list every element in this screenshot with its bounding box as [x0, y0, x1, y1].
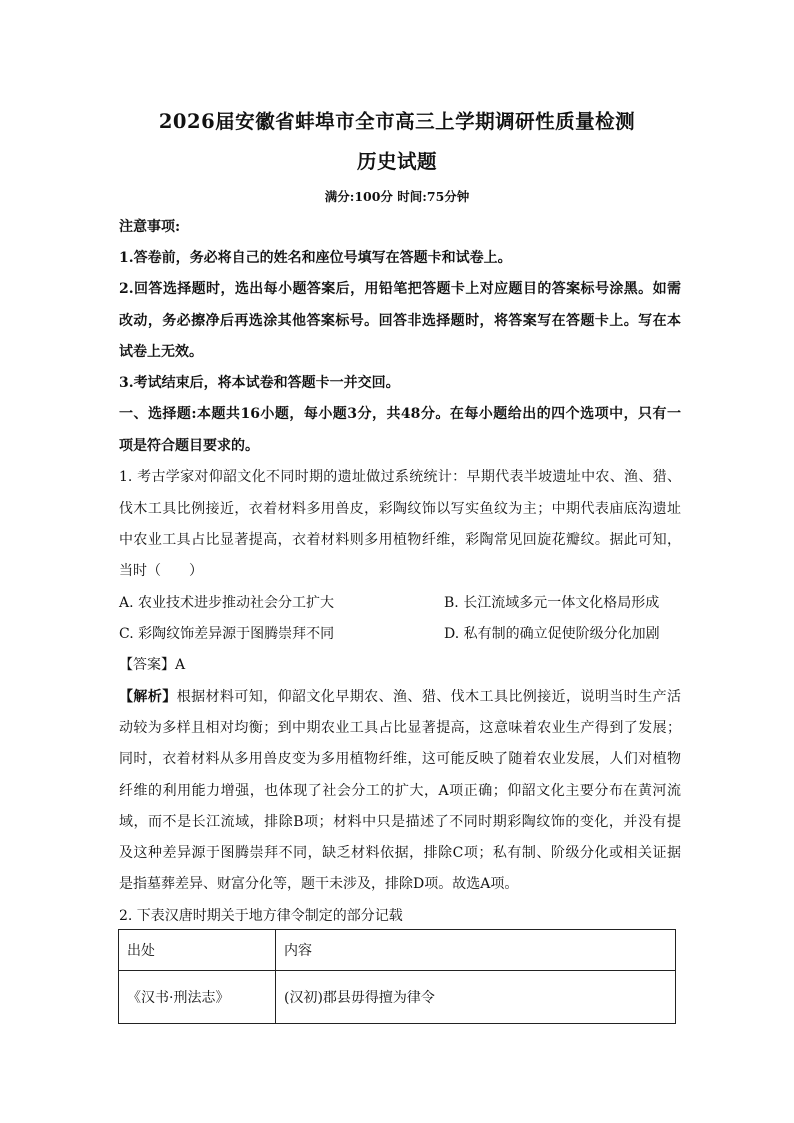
- notice-line: 试卷上无效。: [119, 344, 203, 360]
- section-heading: 项是符合题目要求的。: [119, 438, 259, 454]
- exam-title: 2026届安徽省蚌埠市全市高三上学期调研性质量检测: [158, 110, 636, 133]
- analysis-text: 根据材料可知，仰韶文化早期农、渔、猎、伐木工具比例接近，说明当时生产活: [176, 689, 682, 705]
- q1-analysis-line: 及这种差异源于图腾崇拜不同，缺乏材料依据，排除C项；私有制、阶级分化或相关证据: [119, 845, 681, 861]
- table-header-cell: 内容: [276, 930, 676, 971]
- q1-option-a: A. 农业技术进步推动社会分工扩大: [119, 595, 335, 611]
- q1-stem-line: 伐木工具比例接近，衣着材料多用兽皮，彩陶纹饰以写实鱼纹为主；中期代表庙底沟遗址: [119, 501, 681, 517]
- notice-heading: 注意事项:: [119, 219, 181, 235]
- q2-table: [118, 929, 676, 1024]
- q1-analysis-line: 动较为多样且相对均衡；到中期农业工具占比显著提高，这意味着农业生产得到了发展；: [119, 720, 681, 736]
- q1-stem-line: 1. 考古学家对仰韶文化不同时期的遗址做过系统统计：早期代表半坡遗址中农、渔、猎、: [119, 469, 681, 485]
- analysis-label: 【解析】: [119, 689, 177, 705]
- table-cell: (汉初)郡县毋得擅为律令: [276, 971, 676, 1024]
- q1-answer: 【答案】A: [119, 657, 186, 673]
- q2-stem: 2. 下表汉唐时期关于地方律令制定的部分记载: [119, 908, 403, 924]
- q1-analysis-line: 纤维的利用能力增强，也体现了社会分工的扩大，A项正确；仰韶文化主要分布在黄河流: [119, 783, 681, 799]
- exam-meta: 满分:100分 时间:75分钟: [324, 189, 470, 204]
- table-row: [119, 971, 676, 1024]
- q1-option-d: D. 私有制的确立促使阶级分化加剧: [444, 626, 660, 642]
- section-heading: 一、选择题:本题共16小题，每小题3分，共48分。在每小题给出的四个选项中，只有一: [119, 406, 681, 422]
- q1-analysis-line: [119, 687, 681, 707]
- notice-line: 改动，务必擦净后再选涂其他答案标号。回答非选择题时，将答案写在答题卡上。写在本: [119, 313, 681, 329]
- q1-analysis-line: 域，而不是长江流域，排除B项；材料中只是描述了不同时期彩陶纹饰的变化，并没有提: [119, 814, 681, 830]
- exam-subtitle: 历史试题: [356, 150, 437, 173]
- q1-option-b: B. 长江流域多元一体文化格局形成: [444, 595, 660, 611]
- q1-analysis-line: 是指墓葬差异、财富分化等，题干未涉及，排除D项。故选A项。: [119, 876, 519, 892]
- q1-stem-line: 中农业工具占比显著提高，衣着材料则多用植物纤维，彩陶常见回旋花瓣纹。据此可知，: [119, 532, 681, 548]
- q1-option-c: C. 彩陶纹饰差异源于图腾崇拜不同: [119, 626, 335, 642]
- q1-analysis-line: 同时，衣着材料从多用兽皮变为多用植物纤维，这可能反映了随着农业发展，人们对植物: [119, 751, 681, 767]
- notice-line: 3.考试结束后，将本试卷和答题卡一并交回。: [119, 375, 400, 391]
- table-header-row: [119, 930, 676, 971]
- notice-line: 2.回答选择题时，选出每小题答案后，用铅笔把答题卡上对应题目的答案标号涂黑。如需: [119, 281, 681, 297]
- q1-stem-line: 当时（ ）: [119, 563, 203, 579]
- table-header-cell: 出处: [119, 930, 276, 971]
- notice-line: 1.答卷前，务必将自己的姓名和座位号填写在答题卡和试卷上。: [119, 250, 512, 266]
- table-cell: 《汉书·刑法志》: [119, 971, 276, 1024]
